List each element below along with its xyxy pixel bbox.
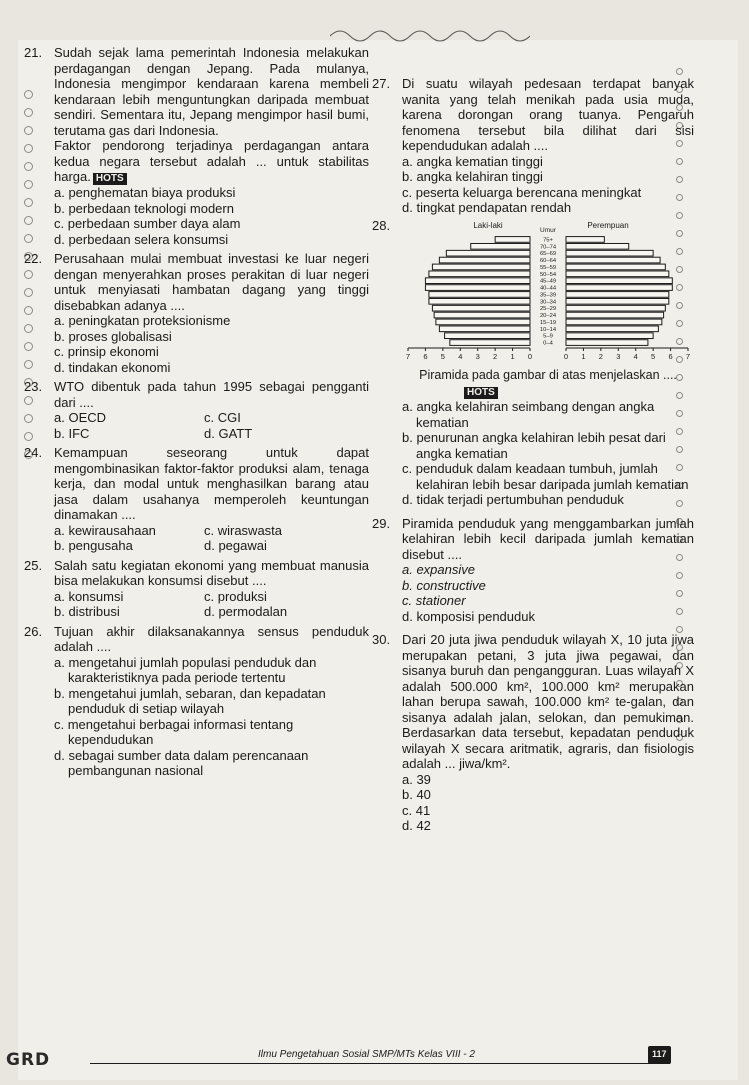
option-c[interactable]: c. mengetahui berbagai informasi tentang kependudukan bbox=[54, 716, 294, 747]
option-a[interactable]: a. kewirausahaan bbox=[54, 522, 156, 538]
x-tick-right: 4 bbox=[633, 351, 638, 361]
x-tick-right: 7 bbox=[685, 351, 691, 361]
option-d[interactable]: d. pegawai bbox=[204, 538, 267, 553]
bar-perempuan bbox=[566, 250, 653, 256]
age-tick-label: 25–29 bbox=[539, 305, 557, 312]
bar-laki-laki bbox=[471, 243, 530, 249]
age-tick-label: 30–34 bbox=[539, 298, 557, 305]
option-b[interactable]: b. distribusi bbox=[54, 604, 120, 619]
question-text: Di suatu wilayah pedesaan terdapat banyak wanita yang telah menikah pada usia muda, karena dorongan orang tuanya. Pengaruh fenomena tersebut bila dilihat dari sisi kependudukan adalah .... bbox=[402, 76, 694, 153]
left-series-label: Laki-laki bbox=[473, 220, 503, 230]
question-number: 23. bbox=[24, 379, 43, 394]
options bbox=[54, 655, 369, 779]
question-22 bbox=[24, 251, 369, 375]
age-tick-label: 5–9 bbox=[543, 333, 553, 340]
options bbox=[54, 589, 369, 620]
question-text: Sudah sejak lama pemerintah Indonesia melakukan perdagangan dengan Jepang. Pada mulanya, Indonesia mengimpor kendaraan karena membeli kendaraan lebih menguntungkan daripada membuat sendiri. Sementara itu, Jepang mengimpor hasil bumi, terutama gas dari Indonesia. bbox=[54, 45, 369, 138]
hots-badge: HOTS bbox=[464, 387, 498, 399]
option-b[interactable]: b. angka kelahiran tinggi bbox=[402, 169, 543, 184]
question-text: Kemampuan seseorang untuk dapat mengombinasikan faktor-faktor produksi alam, tenaga kerja, dan modal untuk menghasilkan barang atau jasa dalam usahanya memperoleh keuntungan dinamakan .... bbox=[54, 445, 369, 522]
option-d[interactable]: d. 42 bbox=[402, 818, 431, 833]
x-tick-right: 1 bbox=[581, 351, 586, 361]
age-tick-label: 45–49 bbox=[539, 278, 557, 285]
question-number: 26. bbox=[24, 623, 43, 639]
option-b[interactable]: b. penurunan angka kelahiran lebih pesat dari angka kematian bbox=[402, 430, 666, 461]
question-number: 22. bbox=[24, 251, 43, 266]
option-b[interactable]: b. IFC bbox=[54, 425, 90, 441]
option-d[interactable]: d. tidak terjadi pertumbuhan penduduk bbox=[402, 492, 624, 507]
question-number: 27. bbox=[372, 76, 391, 91]
footer-rule bbox=[90, 1063, 670, 1064]
page-footer bbox=[0, 1043, 749, 1085]
age-tick-label: 10–14 bbox=[539, 326, 557, 333]
bar-perempuan bbox=[566, 325, 658, 331]
bar-laki-laki bbox=[439, 325, 530, 331]
age-tick-label: 35–39 bbox=[539, 291, 557, 298]
question-text: Salah satu kegiatan ekonomi yang membuat manusia bisa melakukan konsumsi disebut .... bbox=[54, 557, 369, 588]
bar-perempuan bbox=[566, 305, 665, 311]
option-c[interactable]: c. 41 bbox=[402, 802, 431, 818]
bar-perempuan bbox=[566, 236, 604, 242]
option-d[interactable]: d. tingkat pendapatan rendah bbox=[402, 200, 572, 215]
option-b[interactable]: b. 40 bbox=[402, 787, 431, 802]
option-a[interactable]: a. peningkatan proteksionisme bbox=[54, 313, 231, 328]
bar-laki-laki bbox=[429, 270, 530, 276]
left-column bbox=[24, 45, 369, 779]
age-tick-label: 20–24 bbox=[539, 312, 557, 319]
x-tick-left: 6 bbox=[423, 351, 428, 361]
bar-perempuan bbox=[566, 291, 669, 297]
bar-laki-laki bbox=[425, 277, 530, 283]
bar-laki-laki bbox=[495, 236, 530, 242]
question-text-continued bbox=[54, 138, 369, 185]
question-27 bbox=[372, 76, 694, 216]
x-tick-left: 2 bbox=[493, 351, 498, 361]
option-c[interactable]: c. perbedaan sumber daya alam bbox=[54, 216, 241, 231]
question-number: 25. bbox=[24, 557, 43, 573]
x-tick-right: 3 bbox=[616, 351, 621, 361]
bar-laki-laki bbox=[432, 264, 530, 270]
bar-laki-laki bbox=[445, 332, 530, 338]
bar-laki-laki bbox=[434, 312, 530, 318]
options bbox=[54, 410, 369, 441]
bar-perempuan bbox=[566, 270, 669, 276]
bar-laki-laki bbox=[450, 339, 530, 345]
decorative-swirl bbox=[330, 26, 530, 44]
bar-laki-laki bbox=[432, 305, 530, 311]
bar-perempuan bbox=[566, 277, 672, 283]
question-number: 24. bbox=[24, 445, 43, 460]
question-number: 21. bbox=[24, 45, 43, 60]
age-tick-label: 65–69 bbox=[539, 250, 557, 257]
bar-perempuan bbox=[566, 339, 648, 345]
question-number: 28. bbox=[372, 217, 391, 233]
x-tick-left: 4 bbox=[458, 351, 463, 361]
option-d[interactable]: d. permodalan bbox=[204, 604, 288, 619]
options bbox=[402, 154, 694, 216]
option-c[interactable]: c. prinsip ekonomi bbox=[54, 344, 159, 359]
question-28 bbox=[372, 218, 694, 508]
hots-badge: HOTS bbox=[93, 173, 127, 185]
bar-perempuan bbox=[566, 332, 653, 338]
option-d[interactable]: d. komposisi penduduk bbox=[402, 608, 535, 624]
option-c[interactable]: c. CGI bbox=[204, 410, 241, 425]
option-a[interactable]: a. mengetahui jumlah populasi penduduk dan karakteristiknya pada periode tertentu bbox=[54, 654, 317, 685]
right-series-label: Perempuan bbox=[587, 220, 629, 230]
x-tick-left: 3 bbox=[475, 351, 480, 361]
right-column bbox=[372, 76, 694, 834]
question-number: 29. bbox=[372, 515, 391, 531]
age-tick-label: 70–74 bbox=[539, 243, 557, 250]
question-text: Dari 20 juta jiwa penduduk wilayah X, 10 juta jiwa merupakan petani, 3 juta jiwa pegawai, dan sisanya buruh dan pengangguran. Luas wilayah X adalah 500.000 km², 100.000 km² merupakan lahan berupa sawah, 100.000 km² te-galan, dan sisanya adalah jalan, selokan, dan pemukiman. Berdasarkan data tersebut, kepadatan penduduk wilayah X secara aritmatik, agraris, dan fisiologis adalah ... jiwa/km². bbox=[402, 632, 694, 771]
bar-laki-laki bbox=[436, 319, 530, 325]
question-26 bbox=[24, 624, 369, 779]
x-tick-right: 5 bbox=[651, 351, 656, 361]
options bbox=[402, 562, 694, 624]
pyramid-svg bbox=[402, 218, 694, 368]
bar-laki-laki bbox=[439, 257, 530, 263]
option-a[interactable]: a. penghematan biaya produksi bbox=[54, 185, 236, 200]
option-b[interactable]: b. perbedaan teknologi modern bbox=[54, 200, 234, 216]
age-tick-label: 75+ bbox=[543, 236, 553, 243]
bar-perempuan bbox=[566, 312, 664, 318]
options bbox=[54, 523, 369, 554]
options bbox=[54, 185, 369, 247]
bar-laki-laki bbox=[429, 291, 530, 297]
chart-caption: Piramida pada gambar di atas menjelaskan .... bbox=[419, 367, 677, 382]
option-a[interactable]: a. OECD bbox=[54, 410, 107, 425]
page-number: 117 bbox=[648, 1046, 671, 1064]
option-a[interactable]: a. konsumsi bbox=[54, 588, 124, 604]
question-24 bbox=[24, 445, 369, 554]
question-30 bbox=[372, 632, 694, 834]
option-d[interactable]: d. sebagai sumber data dalam perencanaan pembangunan nasional bbox=[54, 747, 309, 778]
option-a[interactable]: a. angka kematian tinggi bbox=[402, 153, 543, 169]
age-axis-label: Umur bbox=[540, 226, 556, 234]
question-21 bbox=[24, 45, 369, 247]
question-text: Piramida penduduk yang menggambarkan jumlah kelahiran lebih kecil daripada jumlah kematian disebut .... bbox=[402, 515, 694, 562]
x-tick-left: 0 bbox=[527, 351, 533, 361]
option-a[interactable]: a. 39 bbox=[402, 771, 431, 787]
x-tick-left: 5 bbox=[440, 351, 445, 361]
x-tick-right: 0 bbox=[563, 351, 569, 361]
publisher-logo: GRD bbox=[6, 1050, 51, 1070]
age-tick-label: 15–19 bbox=[539, 319, 557, 326]
bar-perempuan bbox=[566, 319, 662, 325]
option-d[interactable]: d. GATT bbox=[204, 425, 253, 441]
bar-laki-laki bbox=[425, 284, 530, 290]
question-25 bbox=[24, 558, 369, 620]
bar-perempuan bbox=[566, 257, 660, 263]
option-c[interactable]: c. peserta keluarga berencana meningkat bbox=[402, 184, 642, 200]
bar-perempuan bbox=[566, 284, 672, 290]
age-tick-label: 55–59 bbox=[539, 264, 557, 271]
question-29 bbox=[372, 516, 694, 625]
question-text: WTO dibentuk pada tahun 1995 sebagai pengganti dari .... bbox=[54, 379, 369, 410]
age-tick-label: 60–64 bbox=[539, 257, 557, 264]
option-b[interactable]: b. constructive bbox=[402, 577, 486, 593]
option-c[interactable]: c. penduduk dalam keadaan tumbuh, jumlah kelahiran lebih besar daripada jumlah kematian bbox=[402, 461, 689, 492]
bar-perempuan bbox=[566, 243, 629, 249]
option-c[interactable]: c. stationer bbox=[402, 593, 466, 608]
option-c[interactable]: c. wiraswasta bbox=[204, 522, 283, 538]
x-tick-left: 1 bbox=[510, 351, 515, 361]
age-tick-label: 40–44 bbox=[539, 285, 557, 291]
options bbox=[402, 772, 694, 834]
question-text: Tujuan akhir dilaksanakannya sensus penduduk adalah .... bbox=[54, 623, 369, 654]
option-c[interactable]: c. produksi bbox=[204, 588, 267, 604]
option-b[interactable]: b. pengusaha bbox=[54, 538, 133, 553]
option-b[interactable]: b. proses globalisasi bbox=[54, 328, 172, 344]
options bbox=[402, 399, 694, 508]
question-text-part: Faktor pendorong terjadinya perdagangan antara kedua negara tersebut adalah ... untuk stabilitas harga. bbox=[54, 138, 369, 184]
option-b[interactable]: b. mengetahui jumlah, sebaran, dan kepadatan penduduk di setiap wilayah bbox=[54, 685, 326, 716]
bar-perempuan bbox=[566, 264, 665, 270]
question-23 bbox=[24, 379, 369, 441]
age-tick-label: 50–54 bbox=[539, 271, 557, 278]
options bbox=[54, 313, 369, 375]
question-text: Perusahaan mulai membuat investasi ke luar negeri dengan menyerahkan proses perakitan di luar negeri untuk menyiasati hambatan dagang yang tinggi disebabkan adanya .... bbox=[54, 251, 369, 313]
bar-laki-laki bbox=[429, 298, 530, 304]
bar-laki-laki bbox=[446, 250, 530, 256]
population-pyramid-chart bbox=[402, 218, 724, 368]
option-a[interactable]: a. expansive bbox=[402, 562, 475, 577]
hots-row bbox=[462, 383, 694, 399]
footer-title: Ilmu Pengetahuan Sosial SMP/MTs Kelas VIII - 2 bbox=[258, 1049, 475, 1060]
option-d[interactable]: d. tindakan ekonomi bbox=[54, 359, 171, 375]
option-a[interactable]: a. angka kelahiran seimbang dengan angka kematian bbox=[402, 399, 655, 430]
option-d[interactable]: d. perbedaan selera konsumsi bbox=[54, 231, 229, 247]
x-tick-left: 7 bbox=[405, 351, 411, 361]
age-tick-label: 0–4 bbox=[543, 340, 553, 346]
x-tick-right: 6 bbox=[668, 351, 673, 361]
bar-perempuan bbox=[566, 298, 669, 304]
x-tick-right: 2 bbox=[598, 351, 603, 361]
question-number: 30. bbox=[372, 632, 391, 647]
